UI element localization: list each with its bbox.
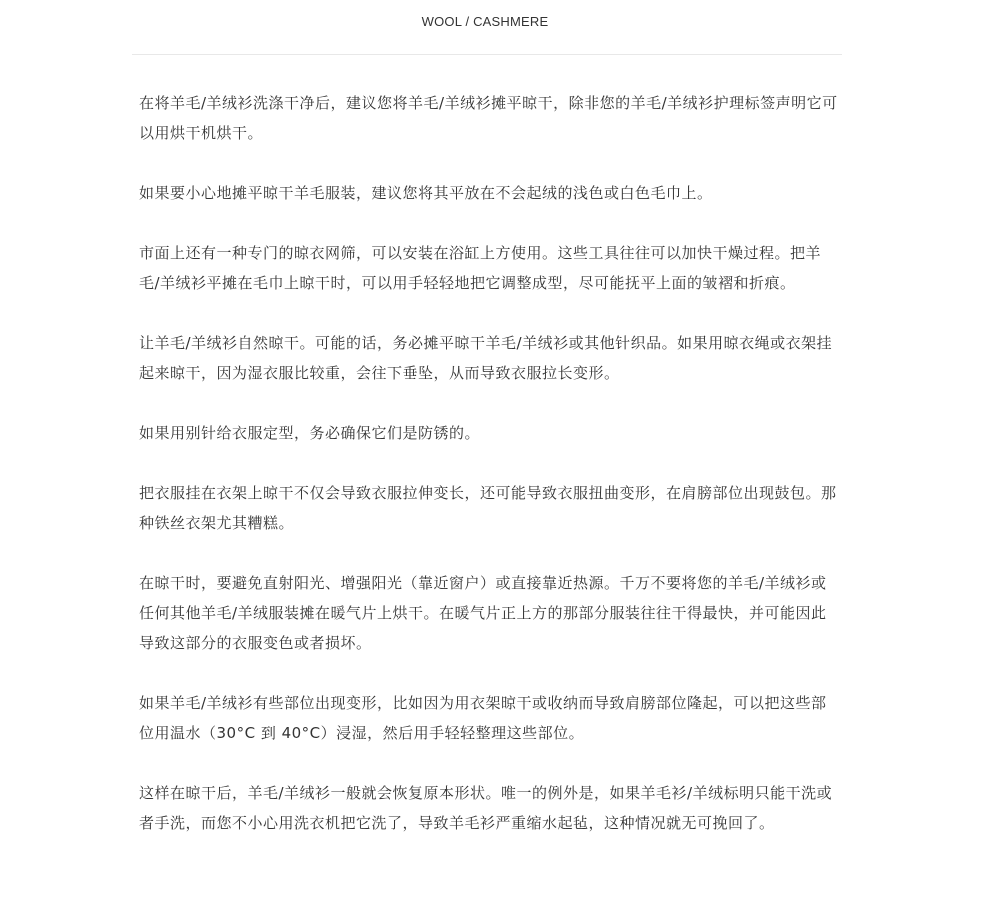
paragraph: 如果羊毛/羊绒衫有些部位出现变形，比如因为用衣架晾干或收纳而导致肩膀部位隆起，可以把这些部位用温水（30°C 到 40°C）浸湿，然后用手轻轻整理这些部位。 [139,694,827,742]
page-title: WOOL / CASHMERE [421,14,549,29]
paragraph: 在晾干时，要避免直射阳光、增强阳光（靠近窗户）或直接靠近热源。千万不要将您的羊毛/羊绒衫或任何其他羊毛/羊绒服装摊在暖气片上烘干。在暖气片正上方的那部分服装往往干得最快，并可能因此导致这部分的衣服变色或者损坏。 [139,574,827,652]
paragraph: 在将羊毛/羊绒衫洗涤干净后，建议您将羊毛/羊绒衫摊平晾干，除非您的羊毛/羊绒衫护理标签声明它可以用烘干机烘干。 [139,94,838,142]
paragraph: 把衣服挂在衣架上晾干不仅会导致衣服拉伸变长，还可能导致衣服扭曲变形，在肩膀部位出现鼓包。那种铁丝衣架尤其糟糕。 [139,484,837,532]
article-body [139,88,839,838]
paragraph: 让羊毛/羊绒衫自然晾干。可能的话，务必摊平晾干羊毛/羊绒衫或其他针织品。如果用晾衣绳或衣架挂起来晾干，因为湿衣服比较重，会往下垂坠，从而导致衣服拉长变形。 [139,334,833,382]
paragraph: 如果要小心地摊平晾干羊毛服装，建议您将其平放在不会起绒的浅色或白色毛巾上。 [139,184,713,202]
paragraph: 市面上还有一种专门的晾衣网筛，可以安装在浴缸上方使用。这些工具往往可以加快干燥过程。把羊毛/羊绒衫平摊在毛巾上晾干时，可以用手轻轻地把它调整成型，尽可能抚平上面的皱褶和折痕。 [139,244,822,292]
paragraph: 如果用别针给衣服定型，务必确保它们是防锈的。 [139,424,481,442]
page-header [0,0,990,56]
header-divider [132,54,842,55]
paragraph: 这样在晾干后，羊毛/羊绒衫一般就会恢复原本形状。唯一的例外是，如果羊毛衫/羊绒标明只能干洗或者手洗，而您不小心用洗衣机把它洗了，导致羊毛衫严重缩水起毡，这种情况就无可挽回了。 [139,784,833,832]
